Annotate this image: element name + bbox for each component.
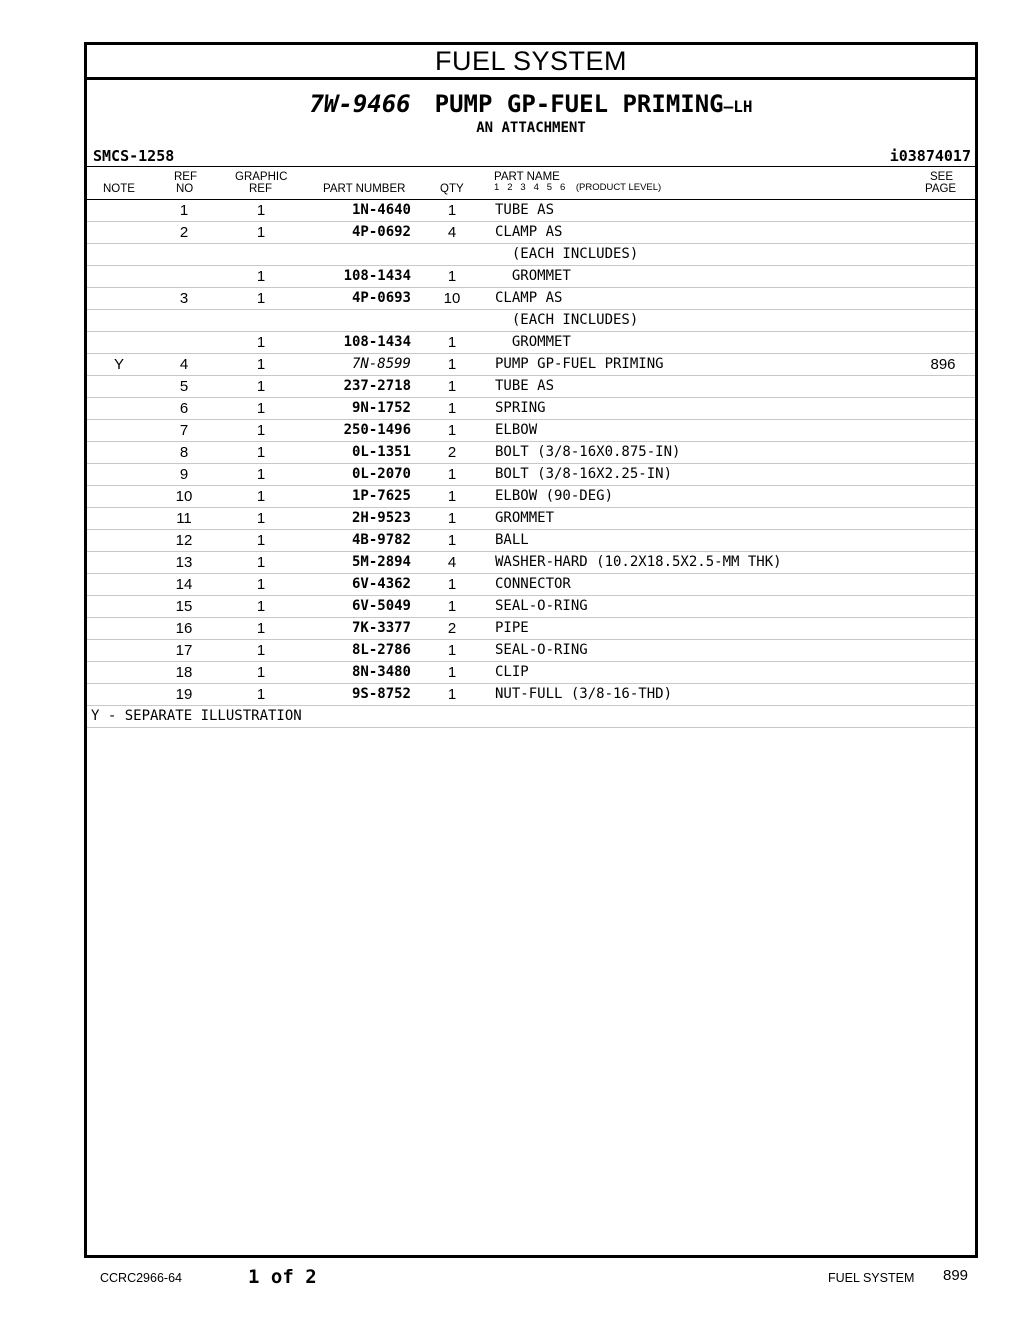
row-part-name: BOLT (3/8-16X0.875-IN) (495, 444, 681, 460)
table-row (87, 222, 975, 244)
row-graphic-ref: 1 (256, 488, 266, 505)
row-part-name: CLIP (495, 664, 529, 680)
group-part-number: 7W-9466 (309, 90, 411, 118)
row-part-number: 4B-9782 (351, 532, 411, 548)
row-part-name: CLAMP AS (495, 224, 563, 240)
row-qty: 1 (447, 532, 457, 549)
row-graphic-ref: 1 (256, 554, 266, 571)
row-part-name: WASHER-HARD (10.2X18.5X2.5-MM THK) (495, 554, 782, 570)
row-qty: 1 (447, 422, 457, 439)
col-note: NOTE (103, 183, 135, 195)
row-qty: 1 (447, 334, 457, 351)
row-graphic-ref: 1 (256, 290, 266, 307)
table-row (87, 354, 975, 376)
row-part-name: CLAMP AS (495, 290, 563, 306)
table-row (87, 398, 975, 420)
row-ref-no: 14 (175, 576, 193, 593)
section-title: FUEL SYSTEM (87, 45, 975, 80)
row-qty: 1 (447, 378, 457, 395)
row-part-number: 0L-1351 (351, 444, 411, 460)
row-part-name: PUMP GP-FUEL PRIMING (495, 356, 664, 372)
row-part-name: ELBOW (495, 422, 538, 438)
row-ref-no: 11 (176, 510, 192, 527)
row-qty: 1 (447, 664, 457, 681)
row-note: Y (113, 356, 124, 373)
row-part-number: 7K-3377 (351, 620, 411, 636)
group-title (87, 90, 975, 118)
group-subtitle: AN ATTACHMENT (476, 120, 586, 136)
row-graphic-ref: 1 (256, 202, 266, 219)
table-row (87, 310, 975, 332)
row-ref-no: 19 (175, 686, 193, 703)
table-row (87, 684, 975, 706)
table-row (87, 464, 975, 486)
table-row (87, 662, 975, 684)
row-graphic-ref: 1 (256, 422, 266, 439)
row-ref-no: 1 (179, 202, 189, 219)
row-graphic-ref: 1 (256, 224, 266, 241)
row-part-number: 4P-0693 (351, 290, 411, 306)
row-qty: 10 (443, 290, 461, 307)
row-part-name: ELBOW (90-DEG) (495, 488, 614, 504)
col-product-level: 1 2 3 4 5 6 (PRODUCT LEVEL) (494, 182, 662, 193)
smcs-code: SMCS-1258 (93, 147, 175, 165)
footer-doc-id: CCRC2966-64 (100, 1271, 182, 1285)
table-row (87, 530, 975, 552)
row-qty: 1 (447, 356, 457, 373)
row-graphic-ref: 1 (256, 686, 266, 703)
row-ref-no: 17 (175, 642, 193, 659)
row-graphic-ref: 1 (256, 378, 266, 395)
col-see-bottom: PAGE (925, 183, 957, 195)
row-part-name: (EACH INCLUDES) (495, 312, 639, 328)
table-row (87, 200, 975, 222)
column-headers (87, 167, 975, 200)
row-graphic-ref: 1 (256, 532, 266, 549)
row-part-number: 2H-9523 (351, 510, 411, 526)
group-suffix: —LH (723, 97, 753, 116)
table-row (87, 574, 975, 596)
col-ref-top: REF (174, 171, 197, 183)
row-ref-no: 10 (175, 488, 193, 505)
row-ref-no: 13 (175, 554, 193, 571)
table-row (87, 244, 975, 266)
col-ref-bottom: NO (176, 183, 194, 195)
row-part-number: 8N-3480 (351, 664, 411, 680)
table-row (87, 486, 975, 508)
row-qty: 1 (447, 598, 457, 615)
row-graphic-ref: 1 (256, 356, 266, 373)
parts-table (87, 200, 975, 706)
row-graphic-ref: 1 (256, 466, 266, 483)
row-qty: 1 (447, 686, 457, 703)
row-part-number: 108-1434 (343, 334, 411, 350)
col-see-top: SEE (930, 171, 954, 183)
row-part-number: 6V-4362 (351, 576, 411, 592)
row-part-name: BOLT (3/8-16X2.25-IN) (495, 466, 673, 482)
row-graphic-ref: 1 (256, 444, 266, 461)
table-row (87, 508, 975, 530)
row-graphic-ref: 1 (256, 664, 266, 681)
col-part-number: PART NUMBER (323, 183, 406, 195)
row-part-number: 5M-2894 (351, 554, 411, 570)
row-graphic-ref: 1 (256, 334, 266, 351)
row-ref-no: 5 (179, 378, 189, 395)
footer-page-number: 899 (943, 1267, 969, 1284)
row-part-name: TUBE AS (495, 378, 555, 394)
row-qty: 1 (447, 400, 457, 417)
row-part-name: TUBE AS (495, 202, 555, 218)
table-row (87, 596, 975, 618)
footer-page-of: 1 of 2 (248, 1266, 317, 1288)
table-row (87, 618, 975, 640)
row-ref-no: 7 (179, 422, 189, 439)
col-part-name: PART NAME (494, 171, 560, 183)
row-ref-no: 18 (175, 664, 193, 681)
footnote-text: Y - SEPARATE ILLUSTRATION (91, 708, 302, 724)
col-qty: QTY (440, 183, 464, 195)
row-part-number: 250-1496 (343, 422, 411, 438)
row-qty: 4 (447, 554, 457, 571)
row-part-name: NUT-FULL (3/8-16-THD) (495, 686, 673, 702)
row-part-number: 4P-0692 (351, 224, 411, 240)
row-graphic-ref: 1 (256, 576, 266, 593)
row-ref-no: 15 (175, 598, 193, 615)
row-part-name: CONNECTOR (495, 576, 571, 592)
row-part-name: PIPE (495, 620, 529, 636)
row-ref-no: 6 (179, 400, 189, 417)
row-qty: 1 (447, 268, 457, 285)
row-ref-no: 12 (175, 532, 193, 549)
row-part-number: 7N-8599 (351, 356, 411, 372)
footnote (87, 706, 975, 728)
row-part-number: 9N-1752 (351, 400, 411, 416)
row-qty: 1 (447, 642, 457, 659)
table-row (87, 640, 975, 662)
row-qty: 2 (447, 620, 457, 637)
row-qty: 4 (447, 224, 457, 241)
table-row (87, 288, 975, 310)
row-part-name: GROMMET (495, 510, 555, 526)
table-row (87, 376, 975, 398)
page-frame (84, 42, 978, 1258)
row-ref-no: 16 (175, 620, 193, 637)
row-part-name: GROMMET (495, 334, 571, 350)
row-see-page: 896 (930, 356, 956, 373)
row-qty: 1 (447, 466, 457, 483)
row-graphic-ref: 1 (256, 510, 266, 527)
group-name: PUMP GP-FUEL PRIMING (434, 90, 724, 118)
row-graphic-ref: 1 (256, 598, 266, 615)
row-part-number: 1P-7625 (351, 488, 411, 504)
row-ref-no: 9 (179, 466, 189, 483)
row-part-number: 9S-8752 (351, 686, 411, 702)
row-ref-no: 8 (179, 444, 189, 461)
table-row (87, 420, 975, 442)
row-part-name: SPRING (495, 400, 546, 416)
row-qty: 2 (447, 444, 457, 461)
row-part-number: 6V-5049 (351, 598, 411, 614)
row-qty: 1 (447, 576, 457, 593)
table-row (87, 266, 975, 288)
footer-section: FUEL SYSTEM (828, 1271, 915, 1285)
row-part-name: SEAL-O-RING (495, 642, 588, 658)
row-part-number: 8L-2786 (351, 642, 411, 658)
table-row (87, 442, 975, 464)
row-graphic-ref: 1 (256, 400, 266, 417)
row-part-number: 0L-2070 (351, 466, 411, 482)
row-ref-no: 4 (179, 356, 189, 373)
row-qty: 1 (447, 202, 457, 219)
row-part-name: GROMMET (495, 268, 571, 284)
group-heading (87, 80, 975, 167)
row-ref-no: 2 (179, 224, 189, 241)
row-qty: 1 (447, 488, 457, 505)
illustration-id: i03874017 (889, 147, 971, 165)
row-ref-no: 3 (179, 290, 189, 307)
col-graphic-top: GRAPHIC (235, 171, 288, 183)
row-part-number: 108-1434 (343, 268, 411, 284)
table-row (87, 332, 975, 354)
row-qty: 1 (447, 510, 457, 527)
row-part-name: SEAL-O-RING (495, 598, 588, 614)
row-part-number: 1N-4640 (351, 202, 411, 218)
row-graphic-ref: 1 (256, 268, 266, 285)
row-part-name: (EACH INCLUDES) (495, 246, 639, 262)
row-part-name: BALL (495, 532, 529, 548)
col-graphic-bottom: REF (249, 183, 272, 195)
row-graphic-ref: 1 (256, 642, 266, 659)
table-row (87, 552, 975, 574)
row-part-number: 237-2718 (343, 378, 411, 394)
row-graphic-ref: 1 (256, 620, 266, 637)
